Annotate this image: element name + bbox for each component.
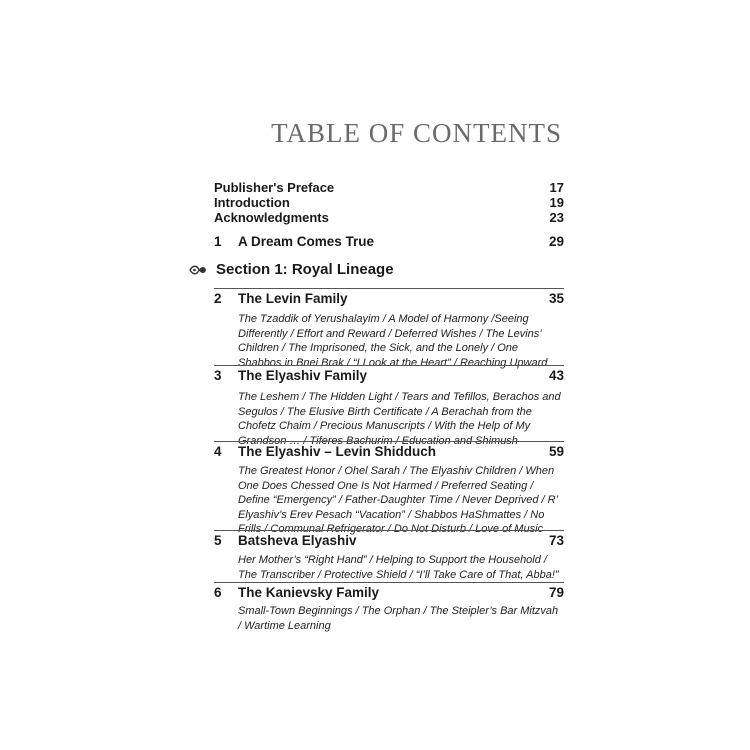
- chapter-description: The Tzaddik of Yerushalayim / A Model of Harmony /Seeing Differently / Effort and Reward / Deferred Wishes / The Levins’ Children / The Imprisoned, the Sick, and the Lonely / One Shabbos in Bnei Brak / “I Look at the Heart” / Reaching Upward: [238, 313, 548, 369]
- chapter-title: The Elyashiv – Levin Shidduch: [238, 444, 437, 459]
- divider: [214, 288, 564, 289]
- chapter-number: 1: [214, 234, 222, 249]
- front-matter-page: 19: [549, 195, 564, 210]
- front-matter-label: Acknowledgments: [214, 210, 329, 225]
- chapter-entry-5[interactable]: [214, 533, 564, 549]
- chapter-number: 5: [214, 533, 222, 548]
- front-matter-item[interactable]: [214, 180, 564, 195]
- chapter-title: The Kanievsky Family: [238, 585, 380, 600]
- decorative-ornament-icon: [188, 262, 208, 278]
- chapter-page: 59: [548, 444, 564, 459]
- chapter-description: The Greatest Honor / Ohel Sarah / The Elyashiv Children / When One Does Chessed One Is Not Harmed / Preferred Seating / Define “Emergency” / Father-Daughter Time / Never Deprived / R’ Elyashiv’s Erev Pesach “Vacation” / Shabbos HaShmattes / No Frills / Communal Refrigerator / Do Not Disturb / Love of Music: [238, 465, 558, 536]
- divider: [214, 441, 564, 442]
- divider: [214, 365, 564, 366]
- front-matter-list: [214, 180, 564, 225]
- chapter-title: The Elyashiv Family: [238, 368, 368, 383]
- chapter-number: 2: [214, 291, 222, 306]
- front-matter-page: 17: [549, 180, 564, 195]
- chapter-title: The Levin Family: [238, 291, 348, 306]
- chapter-number: 3: [214, 368, 222, 383]
- chapter-page: 35: [548, 291, 564, 306]
- front-matter-item[interactable]: [214, 210, 564, 225]
- chapter-page: 79: [548, 585, 564, 600]
- chapter-description: The Leshem / The Hidden Light / Tears and Tefillos, Berachos and Segulos / The Elusive Birth Certificate / A Berachah from the Chofetz Chaim / Precious Manuscripts / With the Help of My Grandson … / Tiferes Bachurim / Education and Shimush: [238, 391, 561, 447]
- chapter-title: A Dream Comes True: [238, 234, 375, 249]
- page-title: TABLE OF CONTENTS: [271, 118, 562, 148]
- section-heading[interactable]: [188, 261, 394, 278]
- chapter-description: Small-Town Beginnings / The Orphan / The Steipler’s Bar Mitzvah / Wartime Learning: [238, 605, 559, 632]
- chapter-number: 4: [214, 444, 222, 459]
- front-matter-item[interactable]: [214, 195, 564, 210]
- chapter-entry-4[interactable]: [214, 444, 564, 460]
- front-matter-label: Publisher's Preface: [214, 180, 335, 195]
- chapter-number: 6: [214, 585, 222, 600]
- chapter-entry-6[interactable]: [214, 585, 564, 601]
- chapter-entry-1[interactable]: [214, 234, 564, 250]
- chapter-page: 43: [548, 368, 564, 383]
- chapter-description: Her Mother’s “Right Hand” / Helping to Support the Household / The Transcriber / Protective Shield / “I’ll Take Care of That, Abba!”: [238, 554, 559, 581]
- chapter-page: 73: [548, 533, 564, 548]
- chapter-entry-3[interactable]: [214, 368, 564, 384]
- chapter-title: Batsheva Elyashiv: [238, 533, 357, 548]
- chapter-entry-2[interactable]: [214, 291, 564, 307]
- front-matter-label: Introduction: [214, 195, 290, 210]
- divider: [214, 582, 564, 583]
- chapter-page: 29: [548, 234, 564, 249]
- section-label: Section 1: Royal Lineage: [216, 261, 394, 278]
- divider: [214, 530, 564, 531]
- front-matter-page: 23: [549, 210, 564, 225]
